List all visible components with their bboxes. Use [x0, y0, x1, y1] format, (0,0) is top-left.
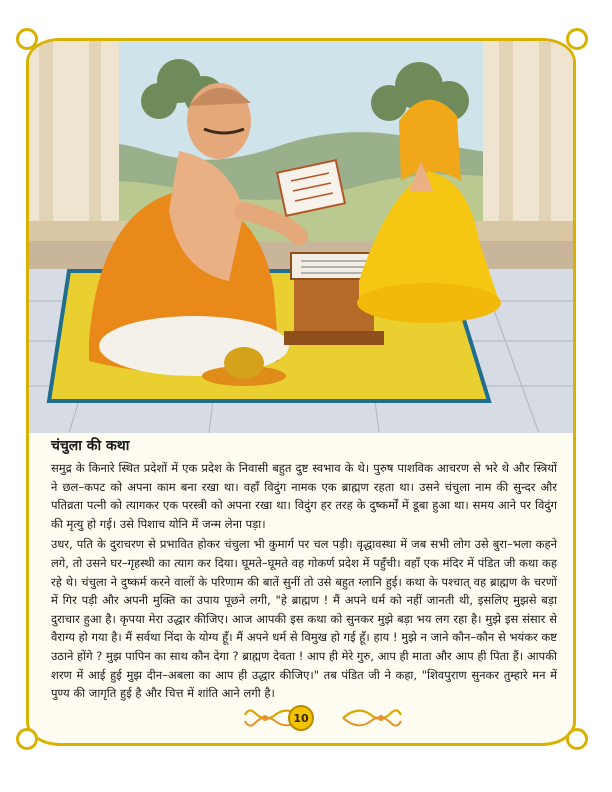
frame-corner-ornament — [566, 728, 588, 750]
story-text — [51, 437, 557, 705]
right-flourish-icon — [341, 703, 403, 733]
frame-corner-ornament — [16, 728, 38, 750]
page-footer — [29, 697, 573, 741]
story-title: चंचुला की कथा — [51, 438, 130, 454]
frame-corner-ornament — [566, 28, 588, 50]
page-number: 10 — [288, 705, 314, 731]
story-illustration — [29, 41, 573, 433]
story-paragraph-1: समुद्र के किनारे स्थित प्रदेशों में एक प्रदेश के निवासी बहुत दुष्ट स्वभाव के थे। पुरुष पाशविक आचरण से भरे थे और स्त्रियों ने छल–कपट को अपना काम बना रखा था। वहाँ विदुंग नामक एक ब्राह्मण रहता था। उसने चंचुला नाम की सुन्दर और पतिव्रता पत्नी को त्यागकर एक परस्त्री को अपना रखा था। विदुंग हर तरह के दुष्कर्मों में डूबा हुआ था। समय आने पर विदुंग की मृत्यु हो गई। उसे पिशाच योनि में जन्म लेना पड़ा। — [51, 461, 557, 531]
page-frame — [26, 38, 576, 746]
frame-corner-ornament — [16, 28, 38, 50]
story-paragraph-2: उधर, पति के दुराचरण से प्रभावित होकर चंचुला भी कुमार्ग पर चल पड़ी। वृद्धावस्था में जब सभी लोग उसे बुरा–भला कहने लगे, तो उसने घर–गृहस्थी का त्याग कर दिया। घूमते–घूमते वह गोकर्ण प्रदेश में पहुँची। वहाँ एक मंदिर में पंडित जी कथा कह रहे थे। चंचुला ने दुष्कर्म करने वालों के परिणाम की बातें सुनीं तो उसे बहुत ग्लानि हुई। कथा के पश्चात् वह ब्राह्मण के चरणों में गिर पड़ी और अपनी मुक्ति का उपाय पूछने लगी, "हे ब्राह्मण ! मैं अपने धर्म को नहीं जानती थी, इसलिए मुझसे बड़ा दुराचार हुआ है। कृपया मेरा उद्धार कीजिए। आज आपकी इस कथा को सुनकर मुझे बड़ा भय लग रहा है। मुझे इस संसार से वैराग्य हो गया है। मैं सर्वथा निंदा के योग्य हूँ। मैं अपने धर्म से विमुख हो गई हूँ। हाय ! मुझे न जाने कौन–कौन से भयंकर कष्ट उठाने होंगे ? मुझ पापिन का साथ कौन देगा ? ब्राह्मण देवता ! आप ही मेरे गुरु, आप ही माता और आप ही पिता हैं। आपकी शरण में आई हुई मुझ दीन–अबला का आप ही उद्धार कीजिए।" तब पंडित जी ने कहा, "शिवपुराण सुनकर तुम्हारे मन में पुण्य की जागृति हुई है और चित्त में शांति आने लगी है। — [51, 537, 558, 701]
